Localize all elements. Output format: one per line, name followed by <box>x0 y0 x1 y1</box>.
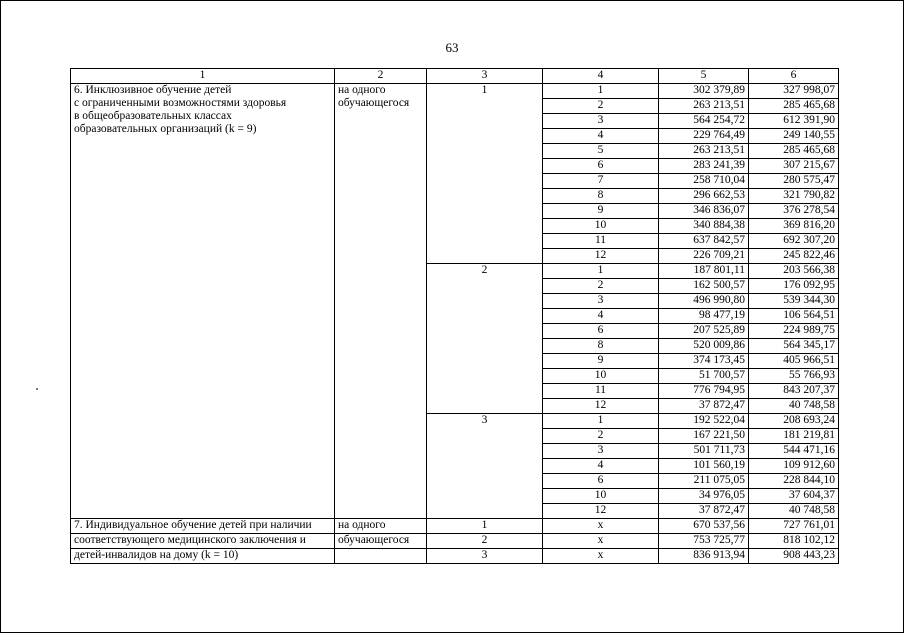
value-cell: 106 564,51 <box>749 309 839 324</box>
value-cell: 539 344,30 <box>749 294 839 309</box>
level-number: 9 <box>543 354 659 369</box>
value-cell: 564 254,72 <box>659 114 749 129</box>
level-number: 6 <box>543 324 659 339</box>
level-number: 1 <box>543 264 659 279</box>
table-row <box>71 534 839 549</box>
value-cell: 203 566,38 <box>749 264 839 279</box>
column-header: 6 <box>749 69 839 84</box>
value-cell: 670 537,56 <box>659 519 749 534</box>
level-number: 5 <box>543 144 659 159</box>
value-cell: 51 700,57 <box>659 369 749 384</box>
value-cell: 37 872,47 <box>659 504 749 519</box>
level-number: 12 <box>543 249 659 264</box>
table-row <box>71 519 839 534</box>
rate-line: на одного <box>335 519 427 534</box>
value-cell: 321 790,82 <box>749 189 839 204</box>
page-number: 63 <box>445 40 459 55</box>
value-cell: 34 976,05 <box>659 489 749 504</box>
value-cell: 37 872,47 <box>659 399 749 414</box>
value-cell: 109 912,60 <box>749 459 839 474</box>
value-cell: 192 522,04 <box>659 414 749 429</box>
level-number: 2 <box>543 99 659 114</box>
level-number: 9 <box>543 204 659 219</box>
rate-line: на одного <box>338 84 386 96</box>
group-number: 1 <box>427 84 543 264</box>
description-line: детей-инвалидов на дому (k = 10) <box>71 549 335 564</box>
value-cell: 176 092,95 <box>749 279 839 294</box>
level-number: 4 <box>543 129 659 144</box>
level-number: 2 <box>543 429 659 444</box>
tariff-table <box>70 68 839 564</box>
value-cell: 224 989,75 <box>749 324 839 339</box>
column-header: 2 <box>335 69 427 84</box>
value-cell: 263 213,51 <box>659 144 749 159</box>
value-cell: 692 307,20 <box>749 234 839 249</box>
value-cell: 37 604,37 <box>749 489 839 504</box>
value-cell: 405 966,51 <box>749 354 839 369</box>
value-cell: 296 662,53 <box>659 189 749 204</box>
level-number: 7 <box>543 174 659 189</box>
level-number: x <box>543 519 659 534</box>
group-number: 2 <box>427 264 543 414</box>
description-line: 7. Индивидуальное обучение детей при наличии <box>71 519 335 534</box>
value-cell: 249 140,55 <box>749 129 839 144</box>
level-number: 1 <box>543 414 659 429</box>
description-line: образовательных организаций (k = 9) <box>74 123 257 135</box>
group-number: 3 <box>427 549 543 564</box>
table-header-row <box>71 69 839 84</box>
value-cell: 40 748,58 <box>749 504 839 519</box>
table-row <box>71 549 839 564</box>
level-number: 10 <box>543 489 659 504</box>
level-number: 10 <box>543 219 659 234</box>
value-cell: 40 748,58 <box>749 399 839 414</box>
value-cell: 302 379,89 <box>659 84 749 99</box>
level-number: 12 <box>543 399 659 414</box>
value-cell: 258 710,04 <box>659 174 749 189</box>
value-cell: 208 693,24 <box>749 414 839 429</box>
value-cell: 340 884,38 <box>659 219 749 234</box>
value-cell: 564 345,17 <box>749 339 839 354</box>
level-number: x <box>543 549 659 564</box>
level-number: 4 <box>543 309 659 324</box>
rate-line: обучающегося <box>338 97 410 109</box>
value-cell: 187 801,11 <box>659 264 749 279</box>
level-number: 11 <box>543 234 659 249</box>
value-cell: 908 443,23 <box>749 549 839 564</box>
value-cell: 327 998,07 <box>749 84 839 99</box>
value-cell: 228 844,10 <box>749 474 839 489</box>
value-cell: 544 471,16 <box>749 444 839 459</box>
level-number: 6 <box>543 474 659 489</box>
level-number: 2 <box>543 279 659 294</box>
value-cell: 376 278,54 <box>749 204 839 219</box>
level-number: 6 <box>543 159 659 174</box>
table-row <box>71 84 839 99</box>
value-cell: 229 764,49 <box>659 129 749 144</box>
value-cell: 207 525,89 <box>659 324 749 339</box>
rate-line <box>335 549 427 564</box>
value-cell: 162 500,57 <box>659 279 749 294</box>
value-cell: 776 794,95 <box>659 384 749 399</box>
level-number: 8 <box>543 339 659 354</box>
value-cell: 98 477,19 <box>659 309 749 324</box>
value-cell: 307 215,67 <box>749 159 839 174</box>
level-number: 12 <box>543 504 659 519</box>
value-cell: 843 207,37 <box>749 384 839 399</box>
value-cell: 211 075,05 <box>659 474 749 489</box>
value-cell: 283 241,39 <box>659 159 749 174</box>
column-header: 3 <box>427 69 543 84</box>
value-cell: 167 221,50 <box>659 429 749 444</box>
level-number: x <box>543 534 659 549</box>
level-number: 3 <box>543 294 659 309</box>
value-cell: 637 842,57 <box>659 234 749 249</box>
value-cell: 501 711,73 <box>659 444 749 459</box>
value-cell: 753 725,77 <box>659 534 749 549</box>
level-number: 4 <box>543 459 659 474</box>
value-cell: 245 822,46 <box>749 249 839 264</box>
value-cell: 612 391,90 <box>749 114 839 129</box>
description-line: с ограниченными возможностями здоровья <box>74 97 287 109</box>
value-cell: 280 575,47 <box>749 174 839 189</box>
table-body <box>71 69 839 564</box>
value-cell: 496 990,80 <box>659 294 749 309</box>
value-cell: 263 213,51 <box>659 99 749 114</box>
value-cell: 285 465,68 <box>749 99 839 114</box>
column-header: 5 <box>659 69 749 84</box>
column-header: 4 <box>543 69 659 84</box>
level-number: 8 <box>543 189 659 204</box>
rate-line: обучающегося <box>335 534 427 549</box>
value-cell: 181 219,81 <box>749 429 839 444</box>
column-header: 1 <box>71 69 335 84</box>
description-line: 6. Инклюзивное обучение детей <box>74 84 232 96</box>
level-number: 1 <box>543 84 659 99</box>
value-cell: 369 816,20 <box>749 219 839 234</box>
value-cell: 520 009,86 <box>659 339 749 354</box>
value-cell: 55 766,93 <box>749 369 839 384</box>
value-cell: 101 560,19 <box>659 459 749 474</box>
value-cell: 285 465,68 <box>749 144 839 159</box>
value-cell: 836 913,94 <box>659 549 749 564</box>
rate-unit <box>335 84 427 519</box>
scan-speck <box>36 388 38 390</box>
level-number: 10 <box>543 369 659 384</box>
group-number: 3 <box>427 414 543 519</box>
group-number: 1 <box>427 519 543 534</box>
value-cell: 226 709,21 <box>659 249 749 264</box>
description-line: соответствующего медицинского заключения и <box>71 534 335 549</box>
value-cell: 818 102,12 <box>749 534 839 549</box>
value-cell: 727 761,01 <box>749 519 839 534</box>
group-number: 2 <box>427 534 543 549</box>
level-number: 3 <box>543 114 659 129</box>
description-line: в общеобразовательных классах <box>74 110 232 122</box>
value-cell: 374 173,45 <box>659 354 749 369</box>
level-number: 3 <box>543 444 659 459</box>
section-description <box>71 84 335 519</box>
level-number: 11 <box>543 384 659 399</box>
value-cell: 346 836,07 <box>659 204 749 219</box>
